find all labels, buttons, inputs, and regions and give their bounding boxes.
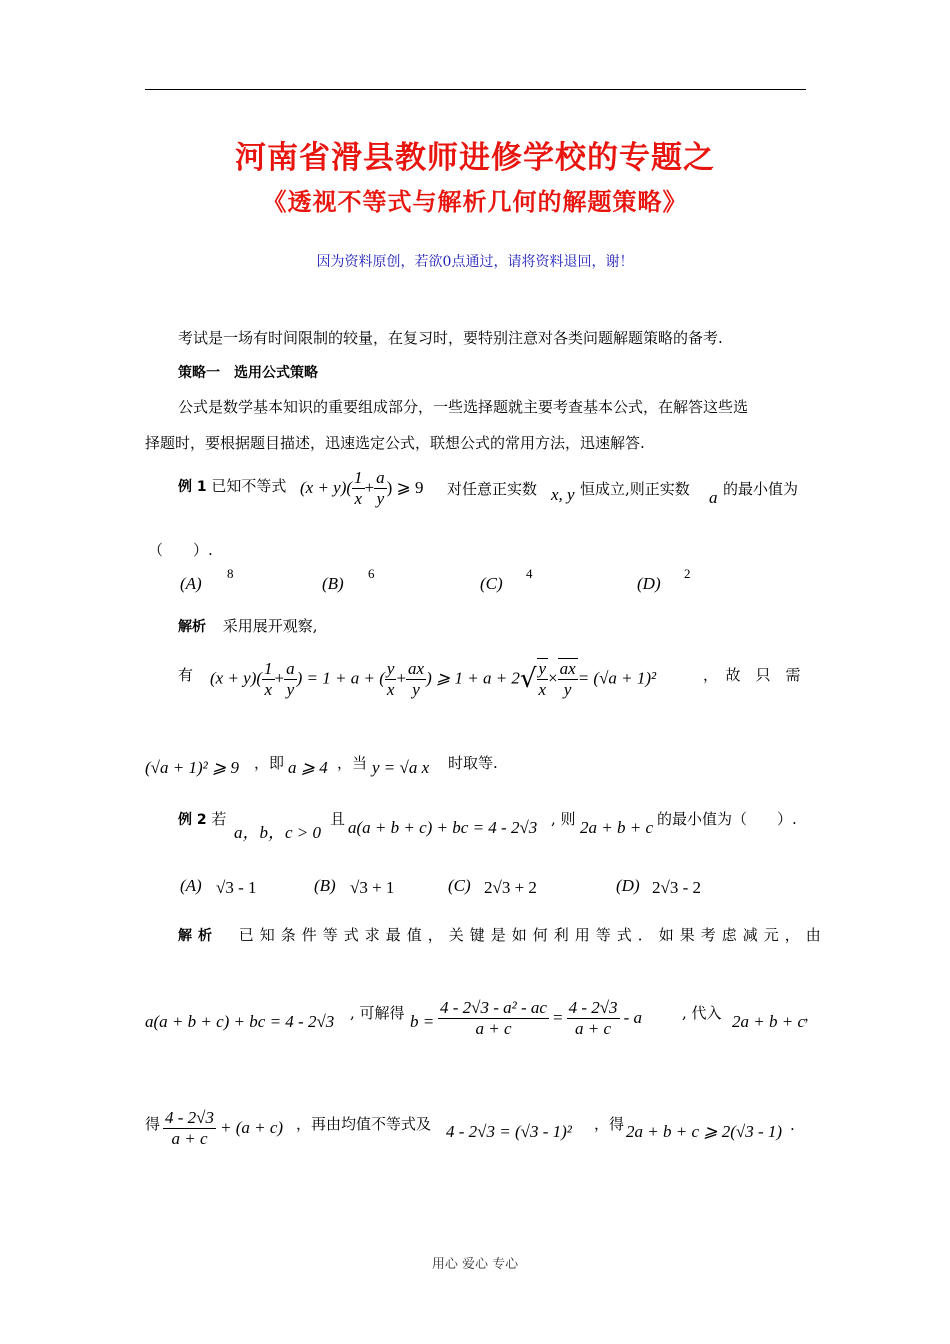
solution1-equality-case: y = √a x (372, 758, 430, 777)
ex2-option-c-value: 2√3 + 2 (484, 878, 537, 897)
ex1-frac1-den: x (354, 489, 363, 508)
sol1-plus: + (274, 668, 285, 688)
sol1-eq2: ) ⩾ 1 + a + 2 (426, 668, 520, 688)
ex2-option-d-label: (D) (616, 876, 640, 895)
solution1-so: ， 故 只 需 (703, 666, 801, 684)
strategy1-paragraph-line2: 择题时，要根据题目描述，迅速选定公式，联想公式的常用方法，迅速解答. (145, 434, 645, 452)
sol1-frac-1x (262, 659, 275, 700)
sol1-sqrt-frac-yx: $\frac{y}{x}$ (538, 659, 547, 699)
ex2-option-a-value: √3 - 1 (216, 878, 257, 897)
example2-line (178, 808, 226, 829)
sol2-eq: = (552, 1008, 563, 1027)
example1-label: 例 1 (178, 479, 207, 495)
ex1-option-b-value: 6 (368, 566, 375, 581)
ex1-option-d-label: (D) (637, 574, 661, 593)
ex1-expr-right: ) ⩾ 9 (386, 478, 424, 497)
sol1-eq1: ) = 1 + a + ( (296, 668, 385, 688)
solution2-text: 已知条件等式求最值，关键是如何利用等式．如果考虑减元，由 (238, 926, 827, 944)
example2-label: 例 2 (178, 812, 207, 828)
ex2-option-d-value: 2√3 - 2 (652, 878, 701, 897)
sol1-frac-1x-den: x (264, 679, 273, 699)
example2-tail: 的最小值为（ ）. (657, 810, 797, 828)
sol1-frac-yx: $\frac{y}{x}$ (386, 658, 395, 699)
solution1-line (178, 615, 318, 636)
sol1-frac-ay-den: y (286, 679, 295, 699)
example1-post: 恒成立,则正实数 (580, 480, 690, 498)
solution2-b-expression (438, 998, 642, 1039)
example2-ruo: 若 (211, 810, 227, 828)
sol2-frac3-num: 4 - 2√3 (165, 1108, 214, 1127)
sol2-frac2-den: a + c (575, 1019, 612, 1038)
title-line-2: 《透视不等式与解析几何的解题策略》 (262, 188, 688, 216)
solution2-de2: ，得 (594, 1115, 625, 1133)
solution1-label: 解析 (178, 619, 206, 635)
solution1-end: 时取等. (448, 754, 498, 772)
title-line-1: 河南省滑县教师进修学校的专题之 (235, 140, 715, 176)
solution1-a-ge-4: a ⩾ 4 (288, 758, 328, 777)
example1-line (178, 475, 286, 496)
ex2-option-c-label: (C) (448, 876, 471, 895)
sol2-plus-ac: + (a + c) (220, 1118, 284, 1137)
example2-target: 2a + b + c (580, 818, 653, 837)
solution2-target: 2a + b + c (732, 1012, 805, 1031)
ex1-frac2-den: y (376, 489, 385, 508)
example2-cond1: a，b，c > 0 (234, 823, 322, 842)
sol1-expr-start: (x + y)( (210, 668, 263, 688)
notice: 因为资料原创，若欲0点通过，请将资料退回，谢！ (316, 254, 634, 270)
solution2-identity: 4 - 2√3 = (√3 - 1)² (446, 1122, 572, 1141)
ex1-option-b-label: (B) (322, 574, 344, 593)
sol2-frac3-den: a + c (171, 1129, 208, 1148)
strategy1-paragraph-line1: 公式是数学基本知识的重要组成部分，一些选择题就主要考查基本公式，在解答这些选 (178, 398, 749, 416)
example2-qie: 且 (330, 810, 346, 828)
solution2-zai: ，再由均值不等式及 (296, 1115, 432, 1133)
solution2-kejie: , 可解得 (350, 1004, 405, 1022)
example1-inequality (300, 468, 424, 509)
sol2-frac1 (438, 998, 549, 1039)
example1-pre: 已知不等式 (211, 477, 287, 495)
ex2-option-a-label: (A) (180, 876, 202, 895)
ex1-option-a-value: 8 (227, 566, 234, 581)
solution2-line (178, 924, 827, 945)
strategy1-heading: 策略一 选用公式策略 (178, 365, 318, 381)
solution2-dairu: , 代入 (682, 1004, 722, 1022)
example1-var-a: a (709, 488, 718, 507)
ex1-frac1-num: 1 (354, 468, 363, 487)
page-footer: 用心 爱心 专心 (431, 1257, 519, 1272)
ex1-option-c-label: (C) (480, 574, 503, 593)
sol2-frac3 (163, 1108, 216, 1149)
solution2-substituted (163, 1108, 283, 1149)
solution1-condition: (√a + 1)² ⩾ 9 (145, 758, 239, 777)
solution1-text: 采用展开观察, (222, 617, 318, 635)
example2-ze: , 则 (551, 810, 576, 828)
ex1-frac2-num: a (376, 468, 385, 487)
ex1-frac1 (352, 468, 365, 509)
sol1-frac-1x-num: 1 (264, 658, 273, 678)
sol2-frac1-den: a + c (475, 1019, 512, 1038)
example2-cond2: a(a + b + c) + bc = 4 - 2√3 (348, 818, 538, 837)
solution1-expression: (x + y)( $\frac{1}{x}$ + $\frac{a}{y}$ ) = 1 + a + ( $\frac{y}{x}$ + $\frac{ax}{y}$ ) ⩾ 1 + a + 2√ $\frac{y}{x}$ × $\frac{ax}{y}$ = (√a + 1)² (210, 658, 657, 699)
example1-tail: 的最小值为 (723, 480, 799, 498)
ex2-option-b-label: (B) (314, 876, 336, 895)
ex1-plus: + (364, 478, 375, 497)
solution2-result: 2a + b + c ⩾ 2(√3 - 1) (626, 1122, 783, 1141)
ex2-option-b-value: √3 + 1 (350, 878, 395, 897)
solution1-dang: ，当 (337, 754, 368, 772)
solution2-equation: a(a + b + c) + bc = 4 - 2√3 (145, 1012, 335, 1031)
ex1-option-d-value: 2 (684, 566, 691, 581)
sol1-frac-ay-num: a (286, 658, 295, 678)
example1-blank: （ ）. (148, 541, 213, 559)
ex1-option-a-label: (A) (180, 574, 202, 593)
solution1-you: 有 (178, 666, 194, 684)
solution2-de: 得 (145, 1115, 161, 1133)
sol1-sqrt-frac-axy: $\frac{ax}{y}$ (559, 659, 576, 699)
example1-mid: 对任意正实数 (447, 480, 538, 498)
header-rule (145, 89, 806, 90)
intro-paragraph: 考试是一场有时间限制的较量，在复习时，要特别注意对各类问题解题策略的备考. (178, 329, 723, 347)
solution2-label: 解析 (178, 928, 218, 944)
sol2-frac2-num: 4 - 2√3 (568, 998, 618, 1017)
sol1-frac-axy: $\frac{ax}{y}$ (408, 658, 425, 699)
solution2-comma: ， (804, 1006, 820, 1024)
example1-vars: x, y (551, 485, 575, 504)
solution2-b-eq: b = (410, 1012, 435, 1031)
sol1-frac-ay (284, 659, 297, 700)
sol2-frac1-num: 4 - 2√3 - a² - ac (440, 998, 547, 1017)
ex1-option-c-value: 4 (526, 566, 533, 581)
sol2-minus-a: - a (623, 1008, 642, 1027)
solution1-ji: ，即 (254, 754, 285, 772)
solution2-dot: . (790, 1116, 795, 1134)
ex1-frac2 (374, 468, 387, 509)
ex1-expr-left: (x + y)( (300, 478, 353, 497)
sol2-frac2 (567, 998, 620, 1039)
sol1-eq3: = (√a + 1)² (577, 668, 657, 688)
